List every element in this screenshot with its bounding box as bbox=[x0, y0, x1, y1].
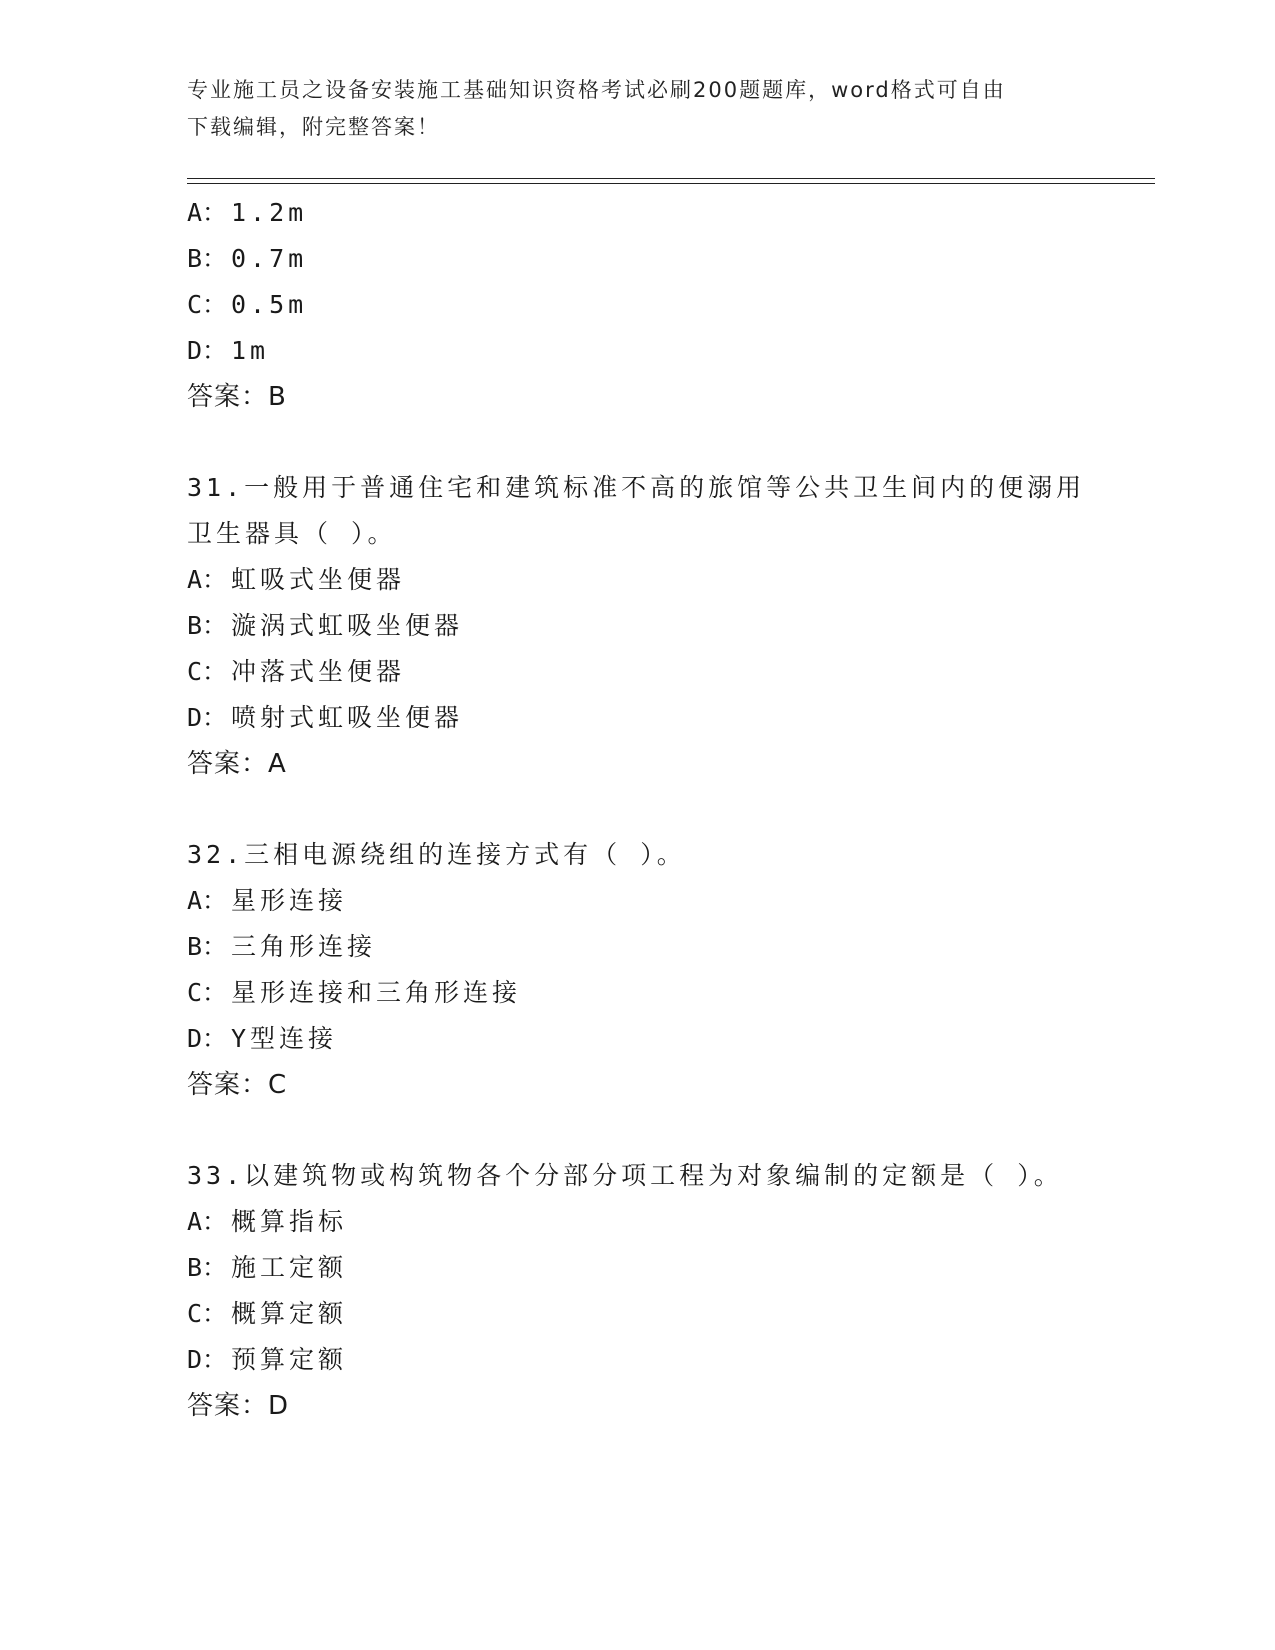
option-c bbox=[187, 282, 1147, 328]
question-stem: 33.以建筑物或构筑物各个分部分项工程为对象编制的定额是（ ）。 bbox=[187, 1161, 1063, 1190]
option-letter: B： bbox=[187, 611, 228, 640]
option-letter: D： bbox=[187, 336, 228, 365]
option-c bbox=[187, 1291, 1147, 1337]
option-a bbox=[187, 190, 1147, 236]
option-letter: A： bbox=[187, 198, 228, 227]
option-d bbox=[187, 695, 1147, 741]
header-divider-bottom bbox=[187, 183, 1155, 184]
question-stem: 31.一般用于普通住宅和建筑标准不高的旅馆等公共卫生间内的便溺用 bbox=[187, 473, 1086, 502]
option-text: 概算指标 bbox=[231, 1207, 348, 1236]
option-text: 冲落式坐便器 bbox=[231, 657, 406, 686]
question-stem: 32.三相电源绕组的连接方式有（ ）。 bbox=[187, 840, 686, 869]
option-letter: A： bbox=[187, 565, 228, 594]
option-b bbox=[187, 924, 1147, 970]
option-c bbox=[187, 649, 1147, 695]
option-letter: B： bbox=[187, 244, 228, 273]
option-d bbox=[187, 1016, 1147, 1062]
option-letter: C： bbox=[187, 1299, 228, 1328]
header-line-2: 下载编辑，附完整答案！ bbox=[187, 115, 440, 139]
option-letter: A： bbox=[187, 886, 228, 915]
header-divider-top bbox=[187, 178, 1155, 179]
answer-line: 答案：B bbox=[187, 382, 287, 412]
option-letter: D： bbox=[187, 1345, 228, 1374]
question-block-31 bbox=[187, 465, 1147, 787]
answer-line: 答案：D bbox=[187, 1391, 290, 1421]
option-letter: C： bbox=[187, 290, 228, 319]
document-header bbox=[187, 72, 1087, 146]
option-letter: C： bbox=[187, 978, 228, 1007]
question-block-32 bbox=[187, 832, 1147, 1108]
option-letter: D： bbox=[187, 1024, 228, 1053]
spacer bbox=[187, 787, 1147, 832]
option-d bbox=[187, 328, 1147, 374]
option-a bbox=[187, 878, 1147, 924]
answer-line: 答案：C bbox=[187, 1070, 288, 1100]
option-text: 1.2m bbox=[231, 198, 308, 227]
question-stem-continued: 卫生器具（ ）。 bbox=[187, 519, 397, 548]
option-c bbox=[187, 970, 1147, 1016]
option-text: 0.7m bbox=[231, 244, 308, 273]
option-text: 三角形连接 bbox=[231, 932, 377, 961]
option-letter: C： bbox=[187, 657, 228, 686]
question-list bbox=[187, 190, 1147, 1429]
spacer bbox=[187, 1108, 1147, 1153]
header-line-1: 专业施工员之设备安装施工基础知识资格考试必刷200题题库，word格式可自由 bbox=[187, 78, 1006, 102]
option-text: Y型连接 bbox=[231, 1024, 338, 1053]
option-text: 预算定额 bbox=[231, 1345, 348, 1374]
option-letter: B： bbox=[187, 1253, 228, 1282]
option-a bbox=[187, 557, 1147, 603]
spacer bbox=[187, 420, 1147, 465]
option-text: 星形连接 bbox=[231, 886, 348, 915]
option-b bbox=[187, 1245, 1147, 1291]
option-b bbox=[187, 603, 1147, 649]
option-text: 虹吸式坐便器 bbox=[231, 565, 406, 594]
option-text: 星形连接和三角形连接 bbox=[231, 978, 522, 1007]
option-text: 0.5m bbox=[231, 290, 308, 319]
option-text: 施工定额 bbox=[231, 1253, 348, 1282]
option-d bbox=[187, 1337, 1147, 1383]
option-text: 漩涡式虹吸坐便器 bbox=[231, 611, 464, 640]
option-a bbox=[187, 1199, 1147, 1245]
option-letter: A： bbox=[187, 1207, 228, 1236]
answer-line: 答案：A bbox=[187, 749, 287, 779]
option-text: 概算定额 bbox=[231, 1299, 348, 1328]
option-letter: B： bbox=[187, 932, 228, 961]
question-block-continued bbox=[187, 190, 1147, 420]
option-letter: D： bbox=[187, 703, 228, 732]
option-b bbox=[187, 236, 1147, 282]
question-block-33 bbox=[187, 1153, 1147, 1429]
option-text: 1m bbox=[231, 336, 270, 365]
option-text: 喷射式虹吸坐便器 bbox=[231, 703, 464, 732]
